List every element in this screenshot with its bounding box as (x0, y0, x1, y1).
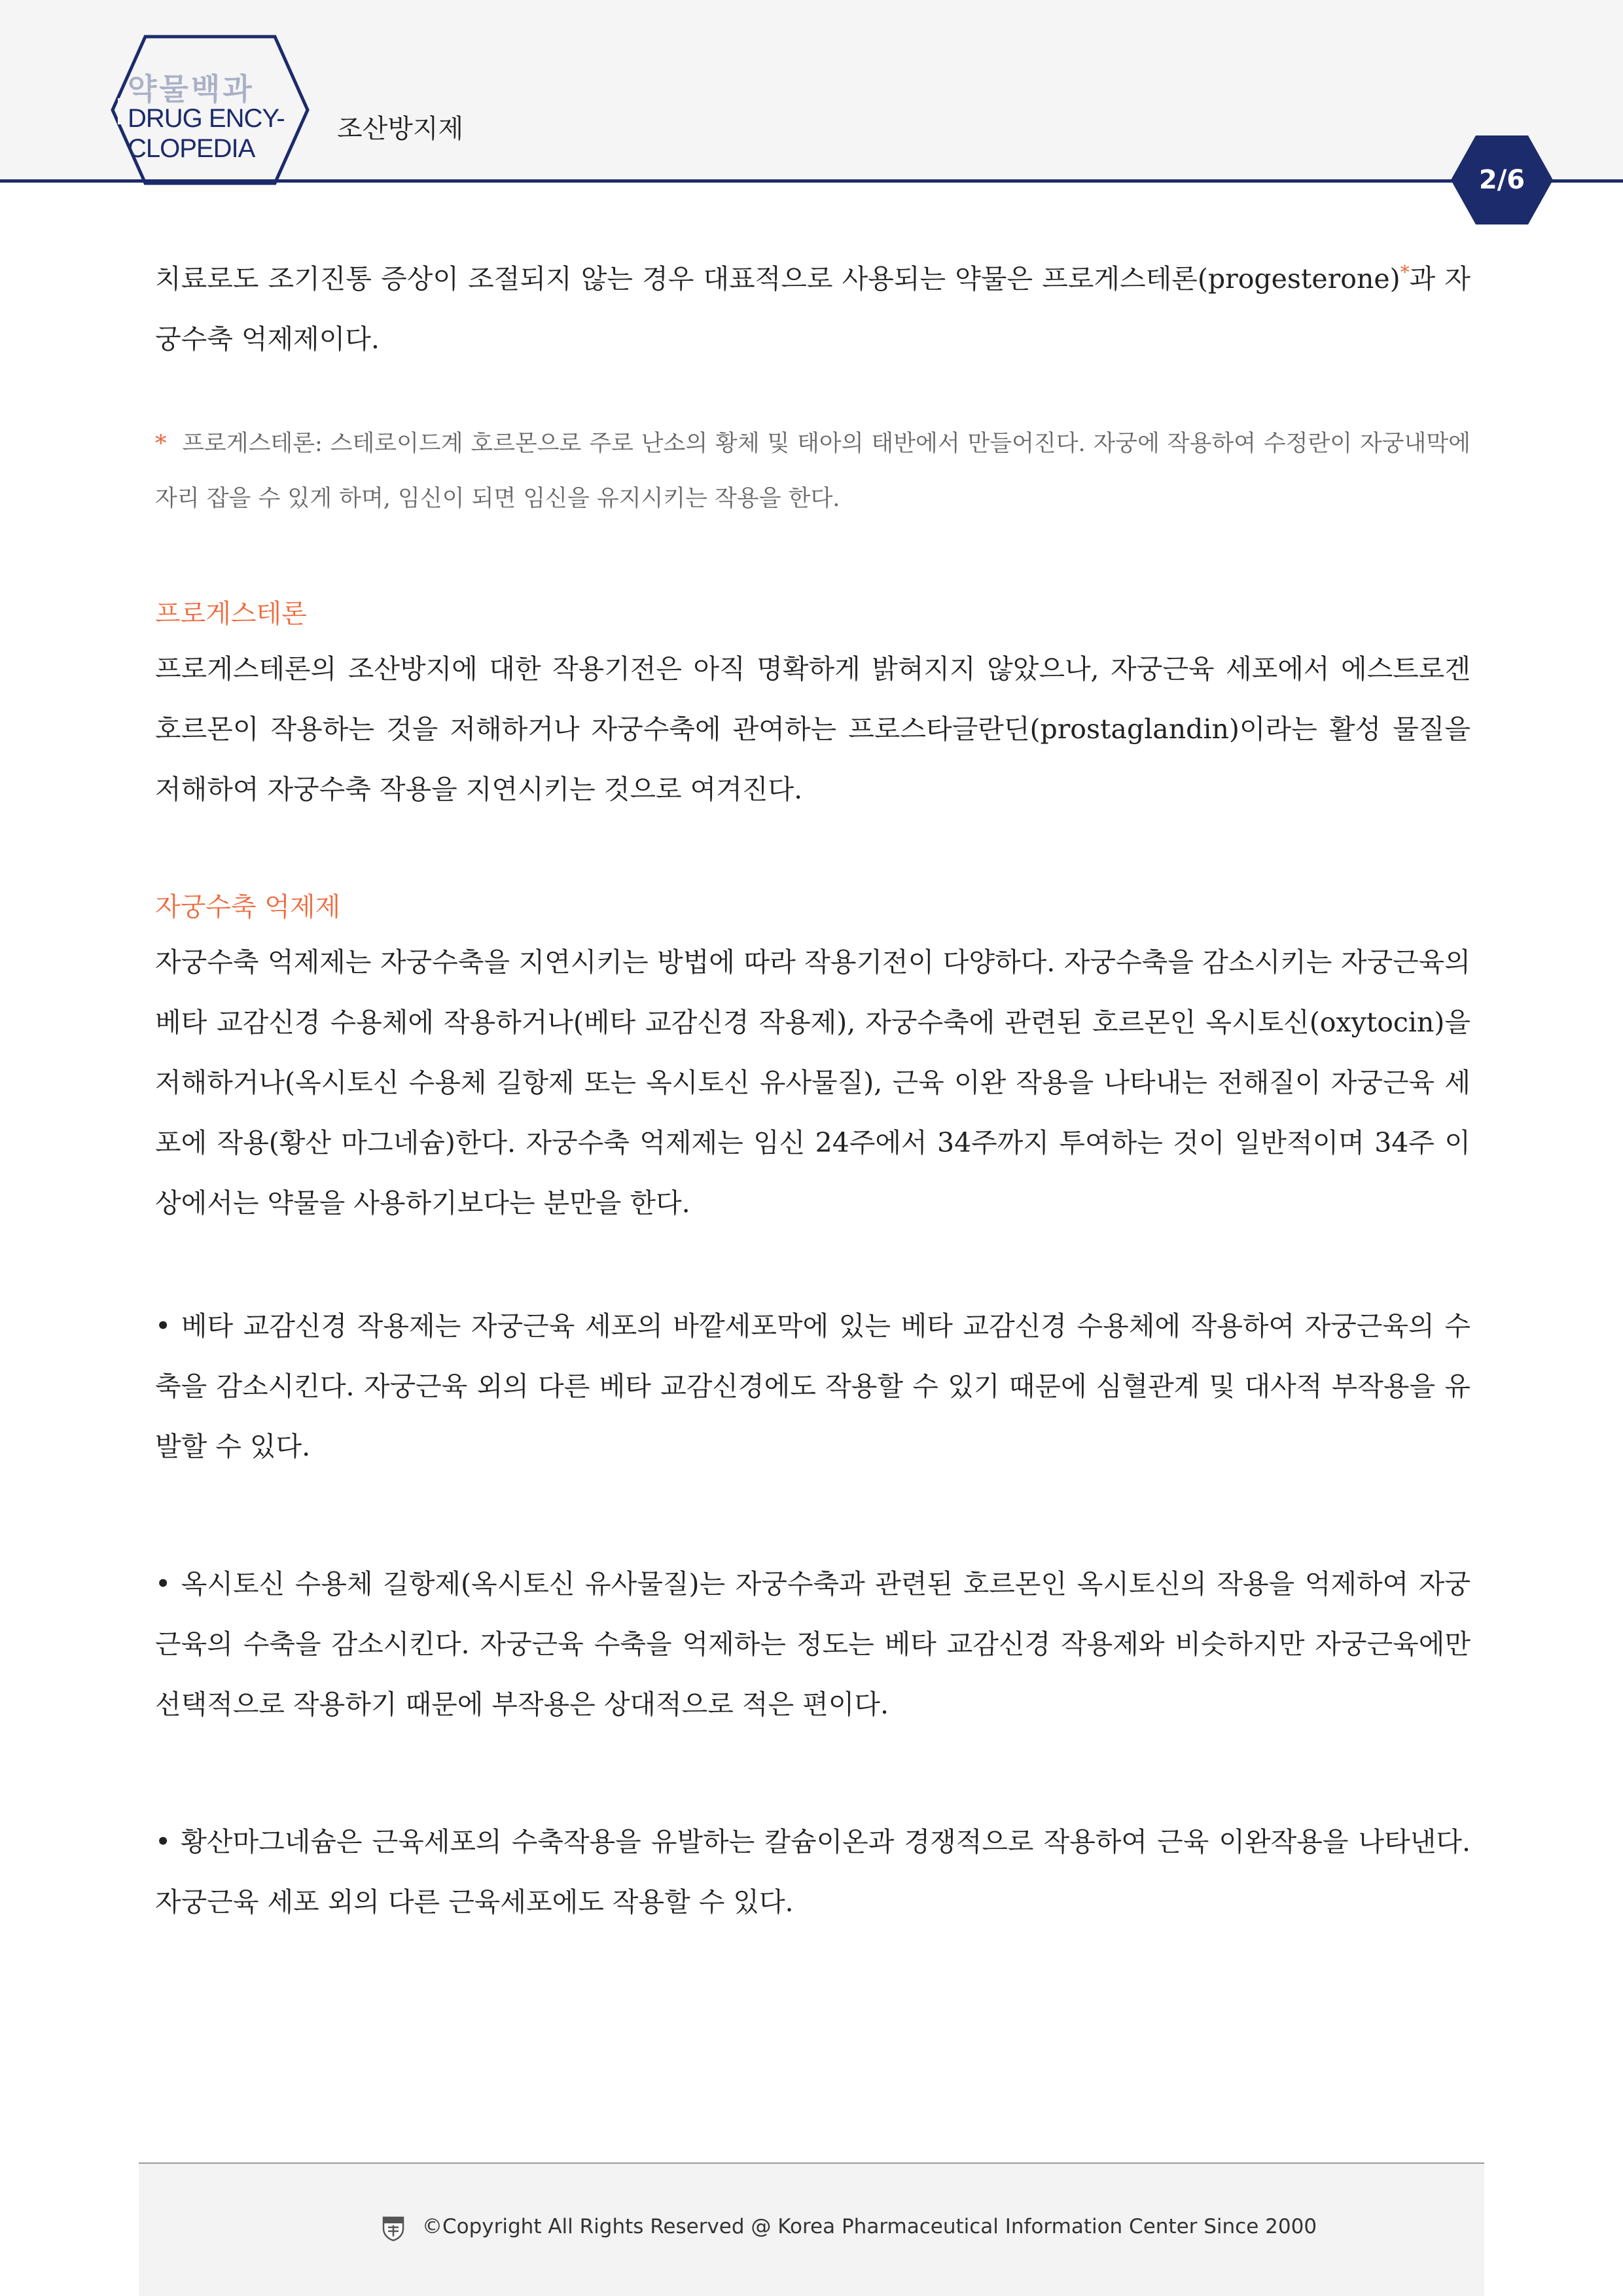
drug-encyclopedia-logo (0, 0, 327, 190)
footnote-marker: * (1400, 261, 1410, 283)
footnote-text: 프로게스테론: 스테로이드계 호르몬으로 주로 난소의 황체 및 태아의 태반에서 만들어진다. 자궁에 작용하여 수정란이 자궁내막에 자리 잡을 수 있게 하며, 임신이 되면 임신을 유지시키는 작용을 한다. (155, 431, 1471, 512)
main-content (155, 249, 1471, 1932)
intro-text-after: 과 자궁수축 억제제이다. (155, 263, 1471, 355)
logo-korean-text: 약물백과 (128, 71, 255, 107)
bullet-oxytocin-antagonist: • 옥시토신 수용체 길항제(옥시토신 유사물질)는 자궁수축과 관련된 호르몬인 옥시토신의 작용을 억제하여 자궁근육의 수축을 감소시킨다. 자궁근육 수축을 억제하는 정도는 베타 교감신경 작용제와 비슷하지만 자궁근육에만 선택적으로 작용하기 때문에 부작용은 상대적으로 적은 편이다. (155, 1568, 1471, 1720)
bullet-magnesium-sulfate: • 황산마그네슘은 근육세포의 수축작용을 유발하는 칼슘이온과 경쟁적으로 작용하여 근육 이완작용을 나타낸다. 자궁근육 세포 외의 다른 근육세포에도 작용할 수 있다. (155, 1826, 1471, 1918)
page-number-badge (1450, 134, 1554, 226)
intro-paragraph (155, 249, 1471, 369)
footnote-star: * (155, 431, 167, 457)
intro-text-before: 치료로도 조기진통 증상이 조절되지 않는 경우 대표적으로 사용되는 약물은 프로게스테론(progesterone) (155, 263, 1400, 295)
shield-emblem-icon (382, 2215, 405, 2242)
logo-english-text: DRUG ENCY- CLOPEDIA (128, 104, 285, 163)
document-title: 조산방지제 (337, 114, 464, 144)
section-body-tocolytics: 자궁수축 억제제는 자궁수축을 지연시키는 방법에 따라 작용기전이 다양하다. 자궁수축을 감소시키는 자궁근육의 베타 교감신경 수용체에 작용하거나(베타 교감신경 작용제), 자궁수축에 관련된 호르몬인 옥시토신(oxytocin)을 저해하거나(옥시토신 수용체 길항제 또는 옥시토신 유사물질), 근육 이완 작용을 나타내는 전해질이 자궁근육 세포에 작용(황산 마그네슘)한다. 자궁수축 억제제는 임신 24주에서 34주까지 투여하는 것이 일반적이며 34주 이상에서는 약물을 사용하기보다는 분만을 한다. (155, 946, 1471, 1219)
section-title-progesterone: 프로게스테론 (155, 599, 307, 629)
section-title-tocolytics: 자궁수축 억제제 (155, 892, 341, 922)
footnote (155, 416, 1471, 526)
page-number: 2/6 (1478, 165, 1525, 195)
copyright-text: ©Copyright All Rights Reserved @ Korea Pharmaceutical Information Center Since 2000 (422, 2215, 1317, 2238)
section-body-progesterone: 프로게스테론의 조산방지에 대한 작용기전은 아직 명확하게 밝혀지지 않았으나, 자궁근육 세포에서 에스트로겐 호르몬이 작용하는 것을 저해하거나 자궁수축에 관여하는 프로스타글란딘(prostaglandin)이라는 활성 물질을 저해하여 자궁수축 작용을 지연시키는 것으로 여겨진다. (155, 653, 1471, 805)
bullet-beta-agonist: • 베타 교감신경 작용제는 자궁근육 세포의 바깥세포막에 있는 베타 교감신경 수용체에 작용하여 자궁근육의 수축을 감소시킨다. 자궁근육 외의 다른 베타 교감신경에도 작용할 수 있기 때문에 심혈관계 및 대사적 부작용을 유발할 수 있다. (155, 1310, 1471, 1462)
